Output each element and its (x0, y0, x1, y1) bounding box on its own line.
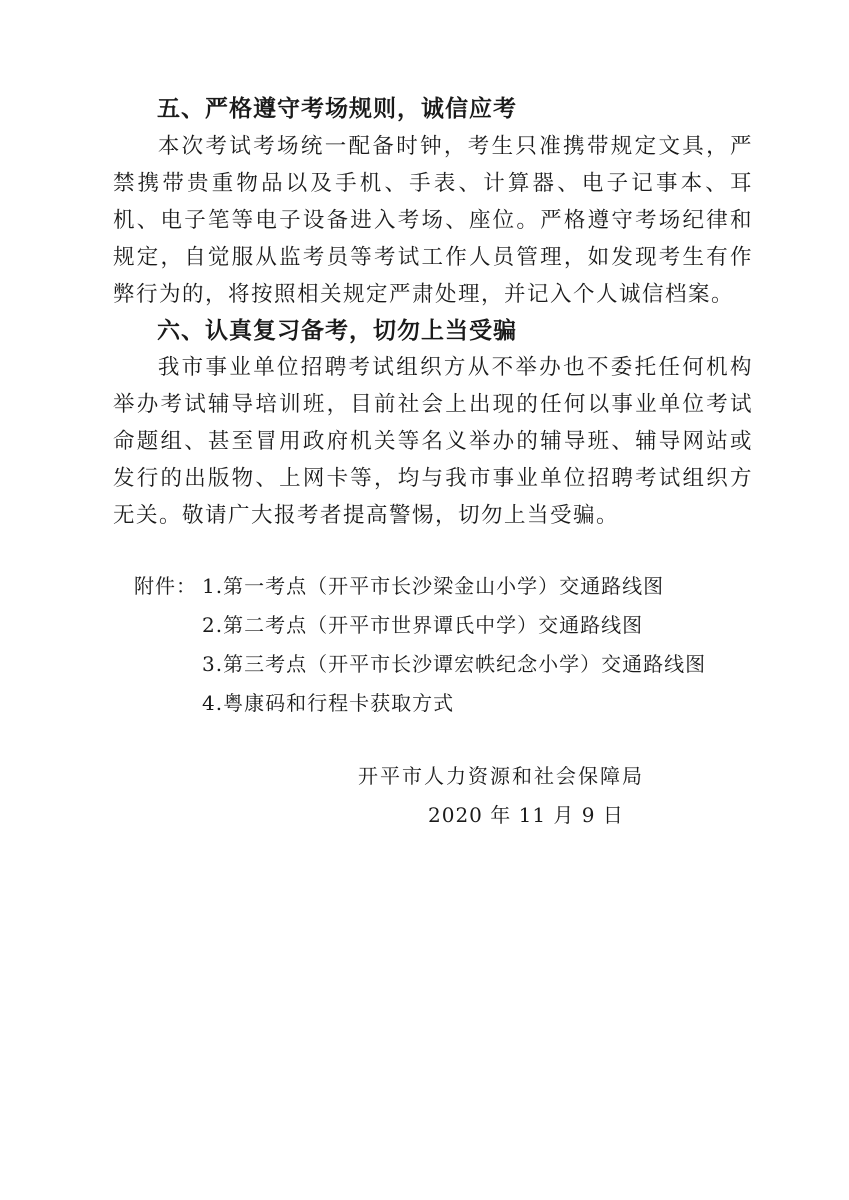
attachment-row (134, 645, 706, 684)
attachment-row (134, 606, 706, 645)
section-6-body (113, 349, 753, 534)
attachment-row (134, 567, 706, 606)
attachment-item-2: 2.第二考点（开平市世界谭氏中学）交通路线图 (202, 613, 644, 637)
attachments-label: 附件： (134, 574, 197, 598)
issuer-signature: 开平市人力资源和社会保障局 (358, 764, 644, 788)
section-5-text: 本次考试考场统一配备时钟，考生只准携带规定文具，严禁携带贵重物品以及手机、手表、计算器、电子记事本、耳机、电子笔等电子设备进入考场、座位。严格遵守考场纪律和规定，自觉服从监考员等考试工作人员管理，如发现考生有作弊行为的，将按照相关规定严肃处理，并记入个人诚信档案。 (113, 134, 753, 307)
attachment-item-4: 4.粤康码和行程卡获取方式 (202, 691, 455, 715)
attachment-item-3: 3.第三考点（开平市长沙谭宏帙纪念小学）交通路线图 (202, 652, 707, 676)
section-6-heading: 六、认真复习备考，切勿上当受骗 (157, 318, 517, 344)
section-6-text: 我市事业单位招聘考试组织方从不举办也不委托任何机构举办考试辅导培训班，目前社会上出现的任何以事业单位考试命题组、甚至冒用政府机关等名义举办的辅导班、辅导网站或发行的出版物、上网卡等，均与我市事业单位招聘考试组织方无关。敬请广大报考者提高警惕，切勿上当受骗。 (113, 355, 753, 528)
section-5-body (113, 128, 753, 313)
attachments-list (134, 567, 706, 723)
issue-date: 2020 年 11 月 9 日 (428, 803, 624, 827)
attachment-item-1: 1.第一考点（开平市长沙梁金山小学）交通路线图 (202, 574, 665, 598)
section-5-heading: 五、严格遵守考场规则，诚信应考 (157, 96, 517, 122)
attachment-row (134, 684, 706, 723)
